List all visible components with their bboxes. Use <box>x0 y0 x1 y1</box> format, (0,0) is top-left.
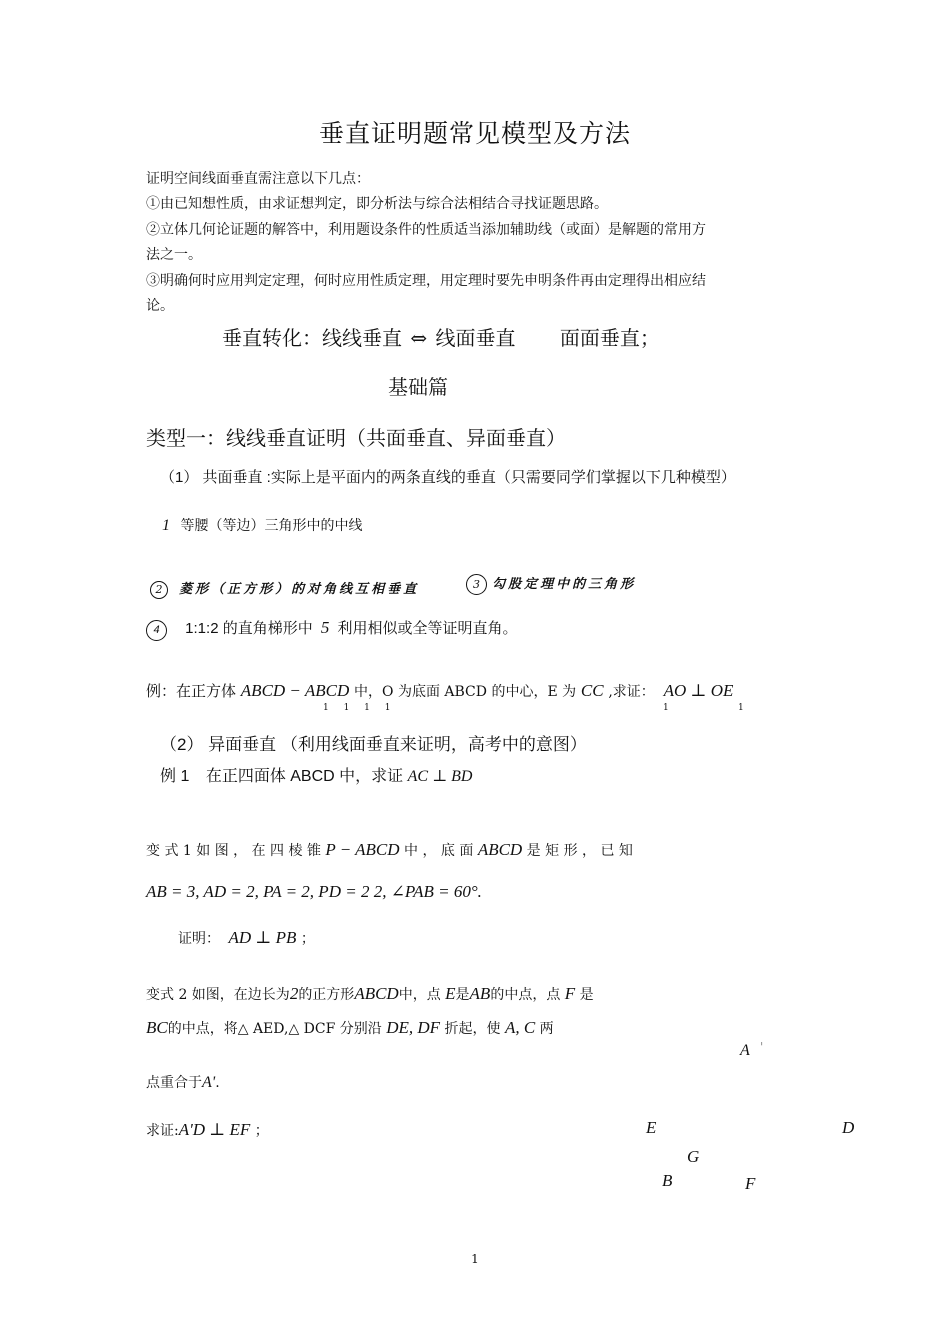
model-2 <box>150 578 419 599</box>
transform-middle: 线面垂直 <box>435 326 516 350</box>
intro-line-3a: ③明确何时应用判定定理，何时应用性质定理，用定理时要先申明条件再由定理得出相应结 <box>146 273 706 289</box>
variant-2-a-prime: A' <box>202 1074 216 1091</box>
variant-2-text-f: 是 <box>579 987 594 1003</box>
basic-heading: 基础篇 <box>388 375 448 399</box>
variant-2-proof-label: 求证: <box>146 1123 179 1139</box>
intro-line-3b: 论。 <box>146 298 174 314</box>
variant-2-side: 2 <box>289 984 299 1003</box>
variant-2-text-c: 中，点 <box>398 987 441 1003</box>
variant-2-square: ABCD <box>354 984 399 1003</box>
model-3-text: 勾股定理中的三角形 <box>492 577 637 592</box>
variant-1-proof-end: ； <box>300 931 315 947</box>
variant-2-text-2b: 折起，使 <box>444 1021 501 1037</box>
variant-2-line-1 <box>146 984 594 1004</box>
variant-2-text-e: 的中点，点 <box>490 987 561 1003</box>
model-1 <box>162 515 362 535</box>
variant-2-proof-end: ； <box>254 1123 269 1139</box>
example-goal-subscript: 1 <box>738 703 744 713</box>
variant-2-proof <box>146 1120 269 1140</box>
model-4-text: 1:1:2 的直角梯形中 <box>185 620 313 637</box>
variant-2-points-ac: A, C <box>504 1018 536 1037</box>
transform-prefix: 垂直转化：线线垂直 <box>222 326 402 350</box>
model-1-text: 等腰（等边）三角形中的中线 <box>180 518 363 534</box>
example-mid: 中，O 为底面 ABCD 的中心，E 为 <box>354 684 577 700</box>
model-5-text: 利用相似或全等证明直角。 <box>337 620 518 637</box>
variant-1-conditions: AB = 3, AD = 2, PA = 2, PD = 2 2, ∠PAB = 60°. <box>146 882 482 901</box>
figure-tick-mark: ' <box>760 1040 764 1054</box>
variant-1-proof <box>178 928 315 948</box>
transform-line <box>222 322 660 351</box>
variant-2-point-f: F <box>564 984 576 1003</box>
transform-last: 面面垂直； <box>559 326 660 350</box>
variant-1-intro: 变 式 1 如 图 ， 在 四 棱 锥 <box>146 843 326 859</box>
figure-label-f: F <box>745 1174 756 1193</box>
variant-1-line-1 <box>146 840 633 860</box>
variant-2-proof-goal: A'D ⊥ EF <box>178 1120 251 1139</box>
example-cube <box>146 680 733 701</box>
intro-line-2b: 法之一。 <box>146 247 202 263</box>
variant-2-text-2c: 两 <box>539 1021 554 1037</box>
model-2-number: 2 <box>150 581 168 599</box>
type1-heading: 类型一：线线垂直证明（共面垂直、异面垂直） <box>146 426 566 450</box>
model-5-number: 5 <box>320 618 330 637</box>
model-3 <box>466 573 636 595</box>
part1-heading: （1） 共面垂直 :实际上是平面内的两条直线的垂直（只需要同学们掌握以下几种模型） <box>160 469 736 486</box>
variant-1-end: 是 矩 形 ， 已 知 <box>526 843 633 859</box>
example-1-goal: AC ⊥ BD <box>407 768 473 785</box>
figure-label-d: D <box>842 1118 855 1137</box>
example-cc-subscript: 1 <box>663 703 669 713</box>
example-cc: CC <box>580 681 604 700</box>
variant-1-mid: 中 ， 底 面 <box>404 843 478 859</box>
variant-2-line-3 <box>146 1072 220 1092</box>
figure-label-g: G <box>687 1147 700 1166</box>
variant-1-base: ABCD <box>477 840 523 859</box>
intro-line-1: ①由已知想性质，由求证想判定，即分析法与综合法相结合寻找证题思路。 <box>146 196 608 212</box>
variant-2-line-2 <box>146 1018 554 1038</box>
variant-2-intro: 变式 2 如图，在边长为 <box>146 987 290 1003</box>
variant-2-segment-bc: BC <box>146 1018 168 1037</box>
example-1 <box>160 763 472 786</box>
intro-line-2a: ②立体几何论证题的解答中，利用题设条件的性质适当添加辅助线（或面）是解题的常用方 <box>146 222 706 238</box>
figure-label-b: B <box>662 1171 673 1190</box>
example-prefix: 例：在正方体 <box>146 683 237 700</box>
model-1-number: 1 <box>162 517 170 534</box>
variant-1-proof-label: 证明： <box>178 931 220 947</box>
part2-heading: （2） 异面垂直 （利用线面垂直来证明，高考中的意图） <box>160 735 587 754</box>
example-cube-name: ABCD − ABCD <box>240 681 350 700</box>
page-number: 1 <box>471 1252 479 1266</box>
example-1-label: 例 1 <box>160 768 190 785</box>
page-title: 垂直证明题常见模型及方法 <box>318 119 631 148</box>
equivalence-arrow: ⇔ <box>410 326 428 350</box>
intro-line-0: 证明空间线面垂直需注意以下几点： <box>146 171 370 187</box>
variant-1-pyramid: P − ABCD <box>325 840 400 859</box>
model-4 <box>146 617 518 641</box>
variant-2-point-e: E <box>445 984 456 1003</box>
figure-label-a: A <box>740 1042 750 1059</box>
variant-2-text-d: 是 <box>455 987 470 1003</box>
variant-2-segment-ab: AB <box>469 984 491 1003</box>
example-goal: AO ⊥ OE <box>663 681 734 700</box>
example-proof: ,求证： <box>608 684 655 700</box>
variant-1-proof-goal: AD ⊥ PB <box>228 928 297 947</box>
example-1-text: 在正四面体 ABCD 中，求证 <box>205 768 404 785</box>
model-4-number: 4 <box>146 620 167 641</box>
figure-label-e: E <box>646 1118 657 1137</box>
model-2-text: 菱形（正方形）的对角线互相垂直 <box>179 582 420 597</box>
model-3-number: 3 <box>466 574 487 595</box>
variant-2-text-3: 点重合于 <box>146 1075 202 1091</box>
variant-2-text-3-end: . <box>215 1075 220 1091</box>
variant-2-text-2a: 的中点，将△ AED,△ DCF 分别沿 <box>167 1021 382 1037</box>
variant-2-text-b: 的正方形 <box>298 987 355 1003</box>
variant-2-folds: DE, DF <box>386 1018 441 1037</box>
example-cube-subscripts: 1 1 1 1 <box>323 703 397 713</box>
